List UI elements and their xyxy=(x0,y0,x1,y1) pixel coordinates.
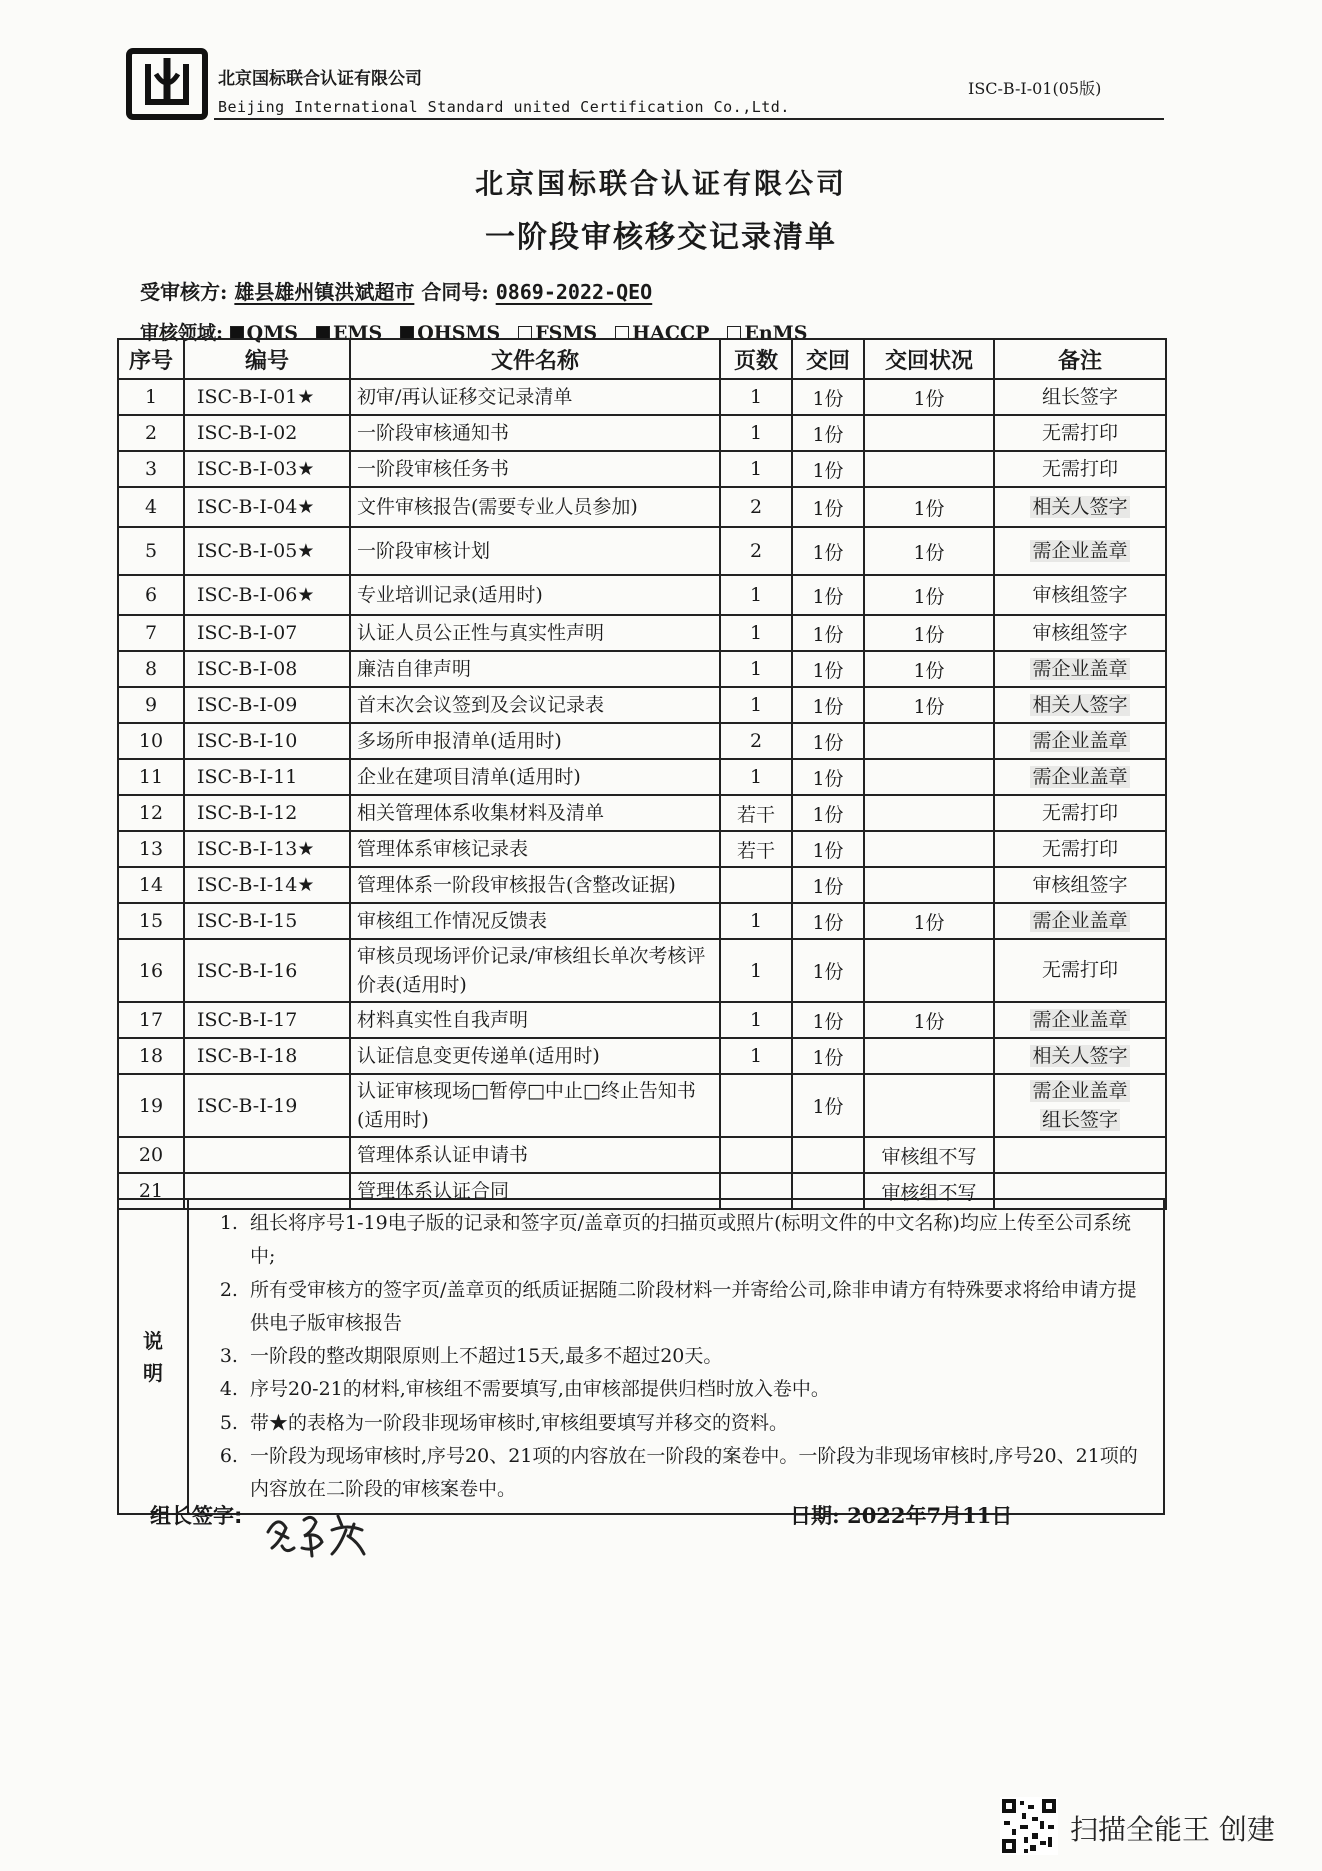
cell-code: ISC-B-I-15 xyxy=(184,903,350,939)
company-name-en: Beijing International Standard united Certification Co.,Ltd. xyxy=(218,98,790,116)
cell-code: ISC-B-I-06★ xyxy=(184,575,350,615)
cell-remark xyxy=(994,651,1166,687)
cell-status: 1份 xyxy=(864,903,994,939)
scanner-watermark: 扫描全能王 创建 xyxy=(1070,1813,1275,1846)
cell-returned: 1份 xyxy=(792,723,864,759)
table-row xyxy=(118,795,1166,831)
cell-pages: 若干 xyxy=(720,831,792,867)
cell-name: 初审/再认证移交记录清单 xyxy=(350,379,720,415)
cell-remark xyxy=(994,723,1166,759)
cell-status: 1份 xyxy=(864,487,994,527)
audit-field-label: EMS xyxy=(332,322,383,344)
cell-code: ISC-B-I-04★ xyxy=(184,487,350,527)
cell-no: 8 xyxy=(118,651,184,687)
cell-status: 1份 xyxy=(864,615,994,651)
cell-pages: 1 xyxy=(720,451,792,487)
cell-name: 专业培训记录(适用时) xyxy=(350,575,720,615)
table-row xyxy=(118,759,1166,795)
audit-field-label: QMS xyxy=(246,322,298,344)
contract-value: 0869-2022-QEO xyxy=(495,280,653,304)
cell-name: 一阶段审核任务书 xyxy=(350,451,720,487)
cell-name: 一阶段审核计划 xyxy=(350,527,720,575)
col-header-returned: 交回 xyxy=(792,339,864,379)
remark-text: 组长签字 xyxy=(1041,385,1118,408)
cell-pages xyxy=(720,867,792,903)
cell-name: 认证人员公正性与真实性声明 xyxy=(350,615,720,651)
cell-code: ISC-B-I-02 xyxy=(184,415,350,451)
cell-pages: 1 xyxy=(720,687,792,723)
cell-no: 16 xyxy=(118,939,184,1002)
cell-name: 管理体系认证合同 xyxy=(350,1173,720,1209)
cell-no: 5 xyxy=(118,527,184,575)
remark-text: 需企业盖章 xyxy=(1032,1080,1128,1102)
remark-text: 相关人签字 xyxy=(1032,693,1128,716)
cell-remark xyxy=(994,575,1166,615)
remark-text: 无需打印 xyxy=(1041,457,1118,480)
cell-no: 13 xyxy=(118,831,184,867)
document-number: ISC-B-I-01(05版) xyxy=(968,79,1102,98)
remark-text-2: 组长签字 xyxy=(1041,1108,1118,1131)
cell-returned xyxy=(792,1137,864,1173)
cell-code: ISC-B-I-10 xyxy=(184,723,350,759)
cell-code: ISC-B-I-19 xyxy=(184,1074,350,1137)
notes-table xyxy=(117,1198,1165,1515)
cell-no: 11 xyxy=(118,759,184,795)
cell-status xyxy=(864,867,994,903)
cell-no: 2 xyxy=(118,415,184,451)
cell-status xyxy=(864,1074,994,1137)
col-header-code: 编号 xyxy=(184,339,350,379)
note-item: 3. 一阶段的整改期限原则上不超过15天,最多不超过20天。 xyxy=(244,1340,1152,1373)
cell-code: ISC-B-I-01★ xyxy=(184,379,350,415)
col-header-remark: 备注 xyxy=(994,339,1166,379)
cell-returned: 1份 xyxy=(792,939,864,1002)
note-item: 6. 一阶段为现场审核时,序号20、21项的内容放在一阶段的案卷中。一阶段为非现场审核时,序号20、21项的内容放在二阶段的审核案卷中。 xyxy=(244,1440,1152,1507)
cell-remark xyxy=(994,867,1166,903)
auditee-label: 受审核方: xyxy=(140,280,228,304)
cell-remark xyxy=(994,759,1166,795)
remark-text: 需企业盖章 xyxy=(1032,729,1128,752)
notes-list xyxy=(190,1201,1162,1512)
cell-pages xyxy=(720,1074,792,1137)
remark-text: 审核组签字 xyxy=(1032,873,1128,896)
note-item: 2. 所有受审核方的签字页/盖章页的纸质证据随二阶段材料一并寄给公司,除非申请方有特殊要求将给申请方提供电子版审核报告 xyxy=(244,1274,1152,1341)
remark-text: 无需打印 xyxy=(1041,801,1118,824)
cell-status xyxy=(864,415,994,451)
cell-no: 3 xyxy=(118,451,184,487)
cell-pages: 2 xyxy=(720,487,792,527)
cell-pages: 1 xyxy=(720,615,792,651)
cell-pages: 若干 xyxy=(720,795,792,831)
cell-name: 认证信息变更传递单(适用时) xyxy=(350,1038,720,1074)
cell-pages: 2 xyxy=(720,527,792,575)
cell-code: ISC-B-I-13★ xyxy=(184,831,350,867)
table-row xyxy=(118,527,1166,575)
auditee-value: 雄县雄州镇洪斌超市 xyxy=(234,280,415,304)
cell-returned: 1份 xyxy=(792,687,864,723)
cell-code: ISC-B-I-08 xyxy=(184,651,350,687)
cell-remark xyxy=(994,1002,1166,1038)
cell-name: 审核组工作情况反馈表 xyxy=(350,903,720,939)
cell-status xyxy=(864,1038,994,1074)
remark-text: 需企业盖章 xyxy=(1032,1008,1128,1031)
cell-returned: 1份 xyxy=(792,867,864,903)
company-title: 北京国标联合认证有限公司 xyxy=(474,167,847,200)
cell-pages: 1 xyxy=(720,651,792,687)
cell-returned: 1份 xyxy=(792,415,864,451)
table-row xyxy=(118,1038,1166,1074)
table-row xyxy=(118,487,1166,527)
table-row xyxy=(118,451,1166,487)
cell-returned: 1份 xyxy=(792,1074,864,1137)
table-row xyxy=(118,1074,1166,1137)
cell-name: 相关管理体系收集材料及清单 xyxy=(350,795,720,831)
table-row xyxy=(118,615,1166,651)
cell-no: 18 xyxy=(118,1038,184,1074)
cell-no: 1 xyxy=(118,379,184,415)
header-divider xyxy=(214,118,1164,120)
cell-remark xyxy=(994,451,1166,487)
audit-field-label: EnMS xyxy=(744,322,808,344)
table-row xyxy=(118,651,1166,687)
cell-no: 17 xyxy=(118,1002,184,1038)
leader-signature-label: 组长签字: xyxy=(150,1504,243,1528)
cell-no: 4 xyxy=(118,487,184,527)
table-row xyxy=(118,831,1166,867)
cell-code: ISC-B-I-07 xyxy=(184,615,350,651)
cell-returned: 1份 xyxy=(792,527,864,575)
cell-no: 15 xyxy=(118,903,184,939)
cell-no: 7 xyxy=(118,615,184,651)
table-header-row xyxy=(118,339,1166,379)
remark-text: 需企业盖章 xyxy=(1032,909,1128,932)
note-item: 1. 组长将序号1-19电子版的记录和签字页/盖章页的扫描页或照片(标明文件的中文名称)均应上传至公司系统中; xyxy=(244,1207,1152,1274)
cell-status xyxy=(864,759,994,795)
table-row xyxy=(118,415,1166,451)
col-header-name: 文件名称 xyxy=(350,339,720,379)
remark-text: 无需打印 xyxy=(1041,421,1118,444)
cell-code: ISC-B-I-17 xyxy=(184,1002,350,1038)
remark-text: 无需打印 xyxy=(1041,959,1118,982)
cell-code: ISC-B-I-11 xyxy=(184,759,350,795)
audit-field-label: FSMS xyxy=(535,322,598,344)
note-item: 4. 序号20-21的材料,审核组不需要填写,由审核部提供归档时放入卷中。 xyxy=(244,1373,1152,1406)
cell-name: 首末次会议签到及会议记录表 xyxy=(350,687,720,723)
cell-remark xyxy=(994,487,1166,527)
date-label: 日期: xyxy=(790,1503,840,1528)
table-row xyxy=(118,1002,1166,1038)
cell-returned: 1份 xyxy=(792,903,864,939)
cell-code: ISC-B-I-05★ xyxy=(184,527,350,575)
note-item: 5. 带★的表格为一阶段非现场审核时,审核组要填写并移交的资料。 xyxy=(244,1407,1152,1440)
cell-status: 1份 xyxy=(864,379,994,415)
cell-remark xyxy=(994,795,1166,831)
notes-content xyxy=(188,1199,1164,1514)
cell-name: 管理体系一阶段审核报告(含整改证据) xyxy=(350,867,720,903)
company-name-cn: 北京国标联合认证有限公司 xyxy=(218,69,422,89)
cell-status xyxy=(864,795,994,831)
handover-table xyxy=(117,338,1167,1210)
col-header-no: 序号 xyxy=(118,339,184,379)
cell-no: 14 xyxy=(118,867,184,903)
form-title: 一阶段审核移交记录清单 xyxy=(485,220,837,255)
cell-status: 1份 xyxy=(864,651,994,687)
cell-name: 多场所申报清单(适用时) xyxy=(350,723,720,759)
cell-code: ISC-B-I-18 xyxy=(184,1038,350,1074)
table-row xyxy=(118,939,1166,1002)
cell-returned: 1份 xyxy=(792,831,864,867)
cell-pages xyxy=(720,1137,792,1173)
cell-no: 12 xyxy=(118,795,184,831)
contract-label: 合同号: xyxy=(421,280,489,304)
cell-pages: 1 xyxy=(720,1038,792,1074)
cell-name: 管理体系认证申请书 xyxy=(350,1137,720,1173)
cell-no: 20 xyxy=(118,1137,184,1173)
cell-code: ISC-B-I-14★ xyxy=(184,867,350,903)
cell-status xyxy=(864,831,994,867)
company-logo xyxy=(126,48,208,120)
cell-name: 企业在建项目清单(适用时) xyxy=(350,759,720,795)
cell-status: 1份 xyxy=(864,527,994,575)
cell-no: 21 xyxy=(118,1173,184,1209)
auditee-row xyxy=(140,276,652,305)
remark-text: 需企业盖章 xyxy=(1032,657,1128,680)
notes-label xyxy=(118,1199,188,1514)
col-header-status: 交回状况 xyxy=(864,339,994,379)
cell-remark xyxy=(994,379,1166,415)
cell-returned: 1份 xyxy=(792,759,864,795)
cell-returned: 1份 xyxy=(792,651,864,687)
cell-pages: 1 xyxy=(720,903,792,939)
cell-remark xyxy=(994,903,1166,939)
date-value: 2022年7月11日 xyxy=(847,1503,1013,1528)
cell-returned: 1份 xyxy=(792,795,864,831)
table-row xyxy=(118,575,1166,615)
leader-signature xyxy=(262,1502,382,1562)
cell-status: 1份 xyxy=(864,1002,994,1038)
cell-status xyxy=(864,723,994,759)
cell-name: 认证审核现场□暂停□中止□终止告知书(适用时) xyxy=(350,1074,720,1137)
cell-name: 材料真实性自我声明 xyxy=(350,1002,720,1038)
cell-remark xyxy=(994,1074,1166,1137)
cell-code: ISC-B-I-12 xyxy=(184,795,350,831)
table-row xyxy=(118,903,1166,939)
remark-text: 相关人签字 xyxy=(1032,495,1128,518)
remark-text: 审核组签字 xyxy=(1032,583,1128,606)
cell-remark xyxy=(994,615,1166,651)
table-row xyxy=(118,379,1166,415)
cell-remark xyxy=(994,415,1166,451)
cell-code: ISC-B-I-03★ xyxy=(184,451,350,487)
cell-pages: 1 xyxy=(720,575,792,615)
cell-pages: 1 xyxy=(720,415,792,451)
cell-status xyxy=(864,451,994,487)
cell-remark xyxy=(994,1137,1166,1173)
cell-status: 审核组不写 xyxy=(864,1173,994,1209)
cell-remark xyxy=(994,939,1166,1002)
cell-no: 9 xyxy=(118,687,184,723)
cell-code: ISC-B-I-16 xyxy=(184,939,350,1002)
cell-remark xyxy=(994,527,1166,575)
audit-field-label: OHSMS xyxy=(417,322,501,344)
audit-field-label: HACCP xyxy=(632,322,710,344)
cell-returned: 1份 xyxy=(792,487,864,527)
cell-returned: 1份 xyxy=(792,615,864,651)
cell-status: 1份 xyxy=(864,687,994,723)
cell-remark xyxy=(994,687,1166,723)
remark-text: 审核组签字 xyxy=(1032,621,1128,644)
cell-code xyxy=(184,1137,350,1173)
cell-returned: 1份 xyxy=(792,575,864,615)
table-row xyxy=(118,687,1166,723)
cell-name: 审核员现场评价记录/审核组长单次考核评价表(适用时) xyxy=(350,939,720,1002)
cell-remark xyxy=(994,831,1166,867)
table-row xyxy=(118,867,1166,903)
cell-no: 6 xyxy=(118,575,184,615)
remark-text: 无需打印 xyxy=(1041,837,1118,860)
notes-label-char: 明 xyxy=(143,1360,163,1385)
remark-text: 相关人签字 xyxy=(1032,1044,1128,1067)
cell-status xyxy=(864,939,994,1002)
col-header-pages: 页数 xyxy=(720,339,792,379)
cell-remark xyxy=(994,1038,1166,1074)
cell-status: 审核组不写 xyxy=(864,1137,994,1173)
table-row xyxy=(118,1137,1166,1173)
cell-name: 一阶段审核通知书 xyxy=(350,415,720,451)
cell-returned: 1份 xyxy=(792,1002,864,1038)
cell-pages: 1 xyxy=(720,939,792,1002)
cell-no: 10 xyxy=(118,723,184,759)
cell-name: 文件审核报告(需要专业人员参加) xyxy=(350,487,720,527)
cell-pages: 1 xyxy=(720,1002,792,1038)
cell-returned: 1份 xyxy=(792,379,864,415)
cell-pages: 2 xyxy=(720,723,792,759)
cell-name: 管理体系审核记录表 xyxy=(350,831,720,867)
cell-no: 19 xyxy=(118,1074,184,1137)
cell-returned: 1份 xyxy=(792,451,864,487)
qr-code-icon xyxy=(1000,1797,1058,1855)
date-row xyxy=(790,1500,1012,1530)
cell-returned: 1份 xyxy=(792,1038,864,1074)
cell-code: ISC-B-I-09 xyxy=(184,687,350,723)
cell-pages: 1 xyxy=(720,759,792,795)
cell-status: 1份 xyxy=(864,575,994,615)
table-row xyxy=(118,723,1166,759)
remark-text: 需企业盖章 xyxy=(1032,539,1128,562)
audit-fields-label: 审核领域: xyxy=(140,322,224,344)
notes-label-char: 说 xyxy=(143,1328,163,1353)
cell-name: 廉洁自律声明 xyxy=(350,651,720,687)
cell-pages: 1 xyxy=(720,379,792,415)
remark-text: 需企业盖章 xyxy=(1032,765,1128,788)
